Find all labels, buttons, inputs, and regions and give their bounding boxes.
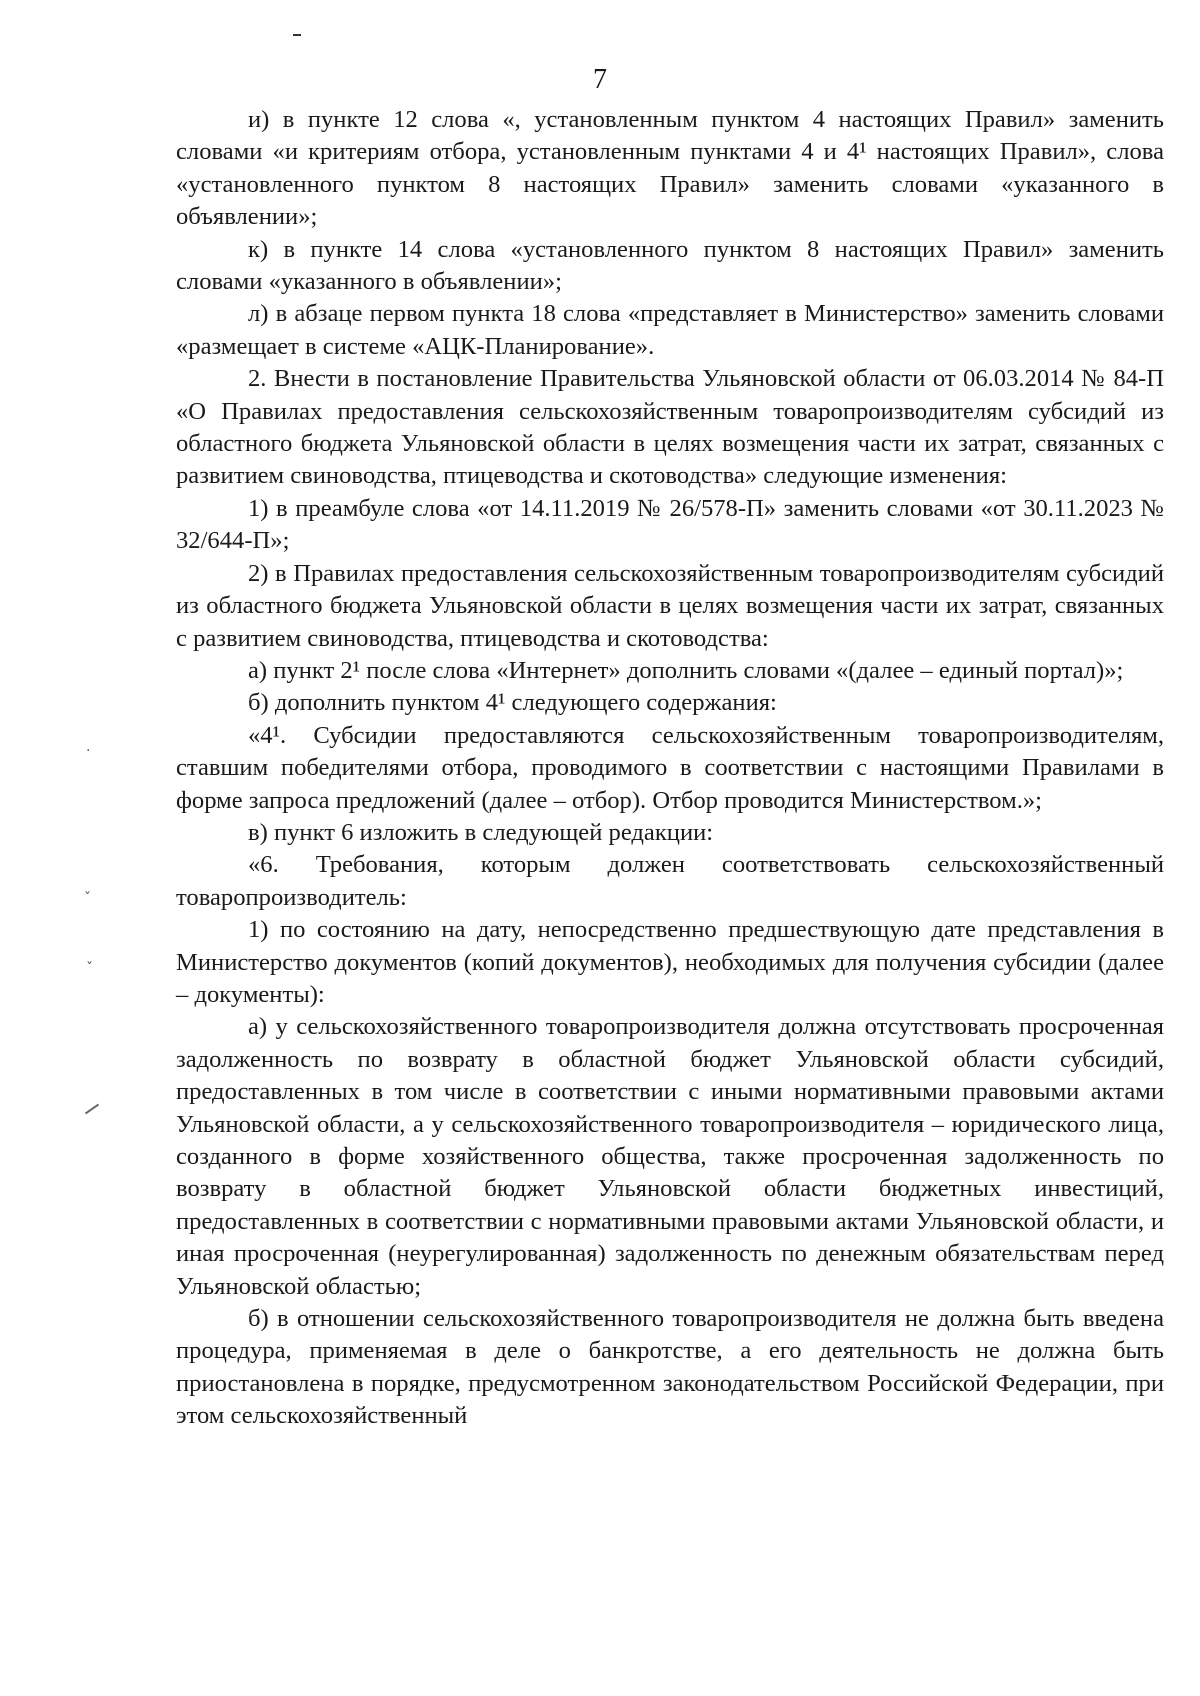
document-body <box>176 104 1164 1433</box>
scan-artifact: · <box>86 743 91 759</box>
paragraph: а) пункт 2¹ после слова «Интернет» дополнить словами «(далее – единый портал)»; <box>248 656 1124 684</box>
paragraph: 2) в Правилах предоставления сельскохозяйственным товаропроизводителям субсидий из областного бюджета Ульяновской области в целях возмещения части их затрат, связанных с развитием свиноводства, птицеводства и скотоводства: <box>176 559 1164 652</box>
paragraph: «6. Требования, которым должен соответствовать сельскохозяйственный товаропроизводитель: <box>176 851 1164 911</box>
paragraph: и) в пункте 12 слова «, установленным пунктом 4 настоящих Правил» заменить словами «и критериям отбора, установленным пунктами 4 и 4¹ настоящих Правил», слова «установленного пунктом 8 настоящих Правил» заменить словами «указанного в объявлении»; <box>176 106 1164 231</box>
scan-artifact <box>85 1104 99 1115</box>
paragraph: «4¹. Субсидии предоставляются сельскохозяйственным товаропроизводителям, ставшим победителями отбора, проводимого в соответствии с настоящими Правилами в форме запроса предложений (далее – отбор). Отбор проводится Министерством.»; <box>176 721 1164 814</box>
paragraph: а) у сельскохозяйственного товаропроизводителя должна отсутствовать просроченная задолженность по возврату в областной бюджет Ульяновской области субсидий, предоставленных в том числе в соответствии с иными нормативными правовыми актами Ульяновской области, а у сельскохозяйственного товаропроизводителя – юридического лица, созданного в форме хозяйственного общества, также просроченная задолженность по возврату в областной бюджет Ульяновской области бюджетных инвестиций, предоставленных в соответствии с нормативными правовыми актами Ульяновской области, и иная просроченная (неурегулированная) задолженность по денежным обязательствам перед Ульяновской областью; <box>176 1013 1164 1300</box>
scan-artifact <box>293 34 301 36</box>
paragraph: б) дополнить пунктом 4¹ следующего содержания: <box>248 689 777 717</box>
paragraph: б) в отношении сельскохозяйственного товаропроизводителя не должна быть введена процедура, применяемая в деле о банкротстве, а его деятельность не должна быть приостановлена в порядке, предусмотренном законодательством Российской Федерации, при этом сельскохозяйственный <box>176 1305 1164 1430</box>
scan-artifact: ˇ <box>84 891 91 907</box>
paragraph: к) в пункте 14 слова «установленного пунктом 8 настоящих Правил» заменить словами «указанного в объявлении»; <box>176 235 1164 296</box>
paragraph: л) в абзаце первом пункта 18 слова «представляет в Министерство» заменить словами «размещает в системе «АЦК-Планирование». <box>176 300 1164 360</box>
paragraph: в) пункт 6 изложить в следующей редакции: <box>248 818 714 846</box>
paragraph: 1) в преамбуле слова «от 14.11.2019 № 26/578-П» заменить словами «от 30.11.2023 № 32/644-П»; <box>176 494 1164 555</box>
paragraph: 1) по состоянию на дату, непосредственно предшествующую дате представления в Министерство документов (копий документов), необходимых для получения субсидии (далее – документы): <box>176 916 1164 1008</box>
paragraph: 2. Внести в постановление Правительства Ульяновской области от 06.03.2014 № 84-П «О Правилах предоставления сельскохозяйственным товаропроизводителям субсидий из областного бюджета Ульяновской области в целях возмещения части их затрат, связанных с развитием свиноводства, птицеводства и скотоводства» следующие изменения: <box>176 365 1164 490</box>
page-number: 7 <box>593 64 607 95</box>
scan-artifact: ˇ <box>86 961 93 977</box>
